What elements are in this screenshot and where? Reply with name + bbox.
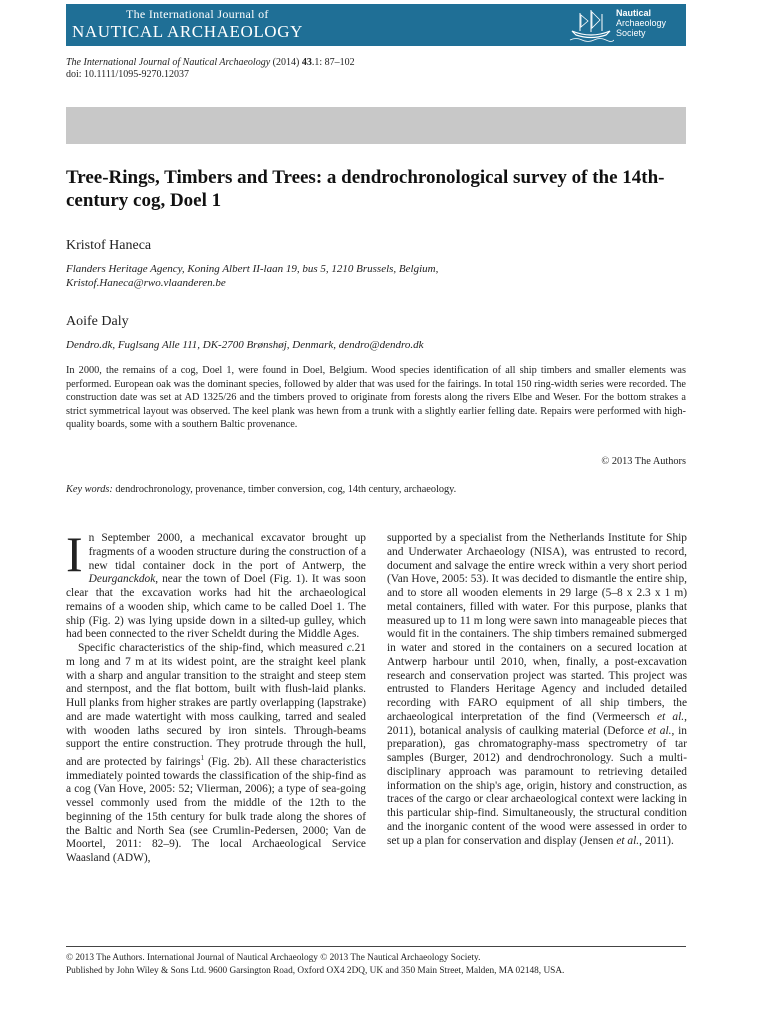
footer-copyright: © 2013 The Authors. International Journal of Nautical Archaeology © 2013 The Nautical Archaeology Society.: [66, 953, 481, 963]
paragraph: [66, 642, 366, 866]
body-column-right: [387, 532, 687, 848]
citation-issue: .1: 87–102: [311, 57, 355, 68]
paragraph-text: , 2011), botanical analysis of caulking material (Deforce: [387, 710, 687, 737]
logo-line-2: Archaeology: [616, 18, 667, 28]
paragraph-text: , near the town of Doel (Fig. 1). It was soon clear that the excavation works had hit the archaeological remains of a wooden ship, which came to be called Doel 1. The ship (Fig. 2) was lying upside down in a silted-up gulley, which had been connected to the river Scheldt during the Middle Ages.: [66, 573, 366, 641]
citation-doi: doi: 10.1111/1095-9270.12037: [66, 69, 190, 80]
citation-year: (2014): [272, 57, 300, 68]
et-al: et al.: [647, 724, 672, 737]
journal-banner: [66, 4, 686, 46]
journal-name-big: NAUTICAL ARCHAEOLOGY: [72, 22, 303, 41]
author-affiliation: Dendro.dk, Fuglsang Alle 111, DK-2700 Brønshøj, Denmark, dendro@dendro.dk: [66, 339, 424, 351]
logo-line-1: Nautical: [616, 8, 652, 18]
paragraph: [66, 526, 366, 642]
paragraph-text: , 2011).: [639, 834, 674, 847]
circa-abbrev: c.: [346, 642, 355, 654]
et-al: et al.: [616, 834, 640, 847]
author-email[interactable]: Kristof.Haneca@rwo.vlaanderen.be: [66, 277, 226, 289]
author-name: Aoife Daly: [66, 314, 129, 329]
et-al: et al.: [657, 710, 685, 723]
keywords-list: dendrochronology, provenance, timber conversion, cog, 14th century, archaeology.: [115, 484, 457, 495]
citation-journal: The International Journal of Nautical Archaeology: [66, 57, 271, 68]
footer: [66, 952, 564, 978]
author-name: Kristof Haneca: [66, 238, 152, 253]
grey-bar: [66, 107, 686, 144]
abstract: In 2000, the remains of a cog, Doel 1, were found in Doel, Belgium. Wood species identification of all ship timbers and smaller elements was performed. European oak was the dominant species, followed by alder that was used for the fairings. In total 150 ring-width series were recorded. The construction date was set at AD 1325/26 and the timbers proved to originate from forests along the rivers Elbe and Weser. For the bottom strakes a strict symmetrical layout was observed. The keel plank was hewn from a trunk with a slightly earlier felling date. Repairs were performed with high-quality boards, some with a southern Baltic provenance.: [66, 365, 686, 431]
affiliation-text: Flanders Heritage Agency, Koning Albert II-laan 19, bus 5, 1210 Brussels, Belgium,: [66, 263, 439, 275]
paragraph: [387, 532, 687, 848]
body-column-left: [66, 526, 366, 866]
footnote-ref[interactable]: 1: [200, 754, 205, 762]
keywords-label: Key words:: [66, 484, 113, 495]
paragraph-text: n September 2000, a mechanical excavator brought up fragments of a wooden structure during the construction of a new tidal container dock in the port of Antwerp, the: [88, 532, 366, 572]
author-affiliation: [66, 262, 438, 290]
journal-name-small: The International Journal of: [126, 7, 269, 21]
logo-line-3: Society: [616, 28, 646, 38]
footer-rule: [66, 946, 686, 947]
citation: [66, 57, 355, 81]
drop-cap: I: [66, 526, 83, 582]
paragraph-text: (Fig. 2b). All these characteristics immediately pointed towards the classification of the ship-find as a cog (Van Hove, 2005: 52; Vlierman, 2006); a type of sea-going vessel commonly used from the middle of the 12th to the beginning of the 15th century for bulk trade along the shores of the Baltic and North Sea (see Crumlin-Pedersen, 2000; Van de Moortel, 2011: 82–9). The local Archaeological Service Waasland (ADW),: [66, 755, 366, 865]
footer-publisher: Published by John Wiley & Sons Ltd. 9600 Garsington Road, Oxford OX4 2DQ, UK and 350 Main Street, Malden, MA 02148, USA.: [66, 966, 565, 976]
paragraph-text: Specific characteristics of the ship-find, which measured: [78, 642, 347, 654]
paragraph-text: 21 m long and 7 m at its widest point, are the straight keel plank with a sharp and angular transition to the straight and steep stem and sternpost, and the flat bottom, built with flush-laid planks. Hull planks from higher strakes are partly overlapping (lapstrake) and are made watertight with moss caulking, tarred and sealed with wooden laths secured by iron sintels. Through-beams support the entire construction. They protrude through the hull, and are protected by fairings: [66, 642, 366, 768]
paragraph-text: , in preparation), gas chromatography-mass spectrometry of tar samples (Burger, 2012) and dendrochronology. Such a multi-disciplinary approach was paramount to retrieving detailed information on the ship's age, origin, history and construction, as traces of the cargo or clear archaeological context were lacking in this particular ship-find. Simultaneously, the structural condition and the inorganic content of the wood were assessed in order to set up a plan for conservation and display (Jensen: [387, 724, 687, 847]
article-title: Tree-Rings, Timbers and Trees: a dendrochronological survey of the 14th-century cog, Doel 1: [66, 167, 665, 211]
keywords: [66, 484, 456, 495]
abstract-copyright: © 2013 The Authors: [601, 456, 686, 467]
paragraph-text: supported by a specialist from the Netherlands Institute for Ship and Underwater Archaeology (NISA), was entrusted to record, document and salvage the entire wreck within a very short period (Van Hove, 2005: 53). It was decided to dismantle the entire ship, and to store all wooden elements in 29 large (5–8 x 2.3 x 1 m) metal containers, filled with water. For this purpose, planks that measured up to 11 m long were sawn into manageable pieces that would fit in the containers. The ship timbers remained submerged in water and stored in the containers on a secured location at Antwerp harbour until 2010, when, finally, a post-excavation research and conservation project was started. This project was entrusted to Flanders Heritage Agency and included detailed recording with FARO equipment of all ship timbers, the archaeological interpretation of the find (Vermeersch: [387, 532, 687, 723]
citation-volume: 43: [301, 57, 312, 68]
place-name: Deurganckdok: [88, 573, 156, 586]
nautical-archaeology-society-logo: [568, 7, 680, 43]
ship-logo-icon: [568, 7, 614, 43]
